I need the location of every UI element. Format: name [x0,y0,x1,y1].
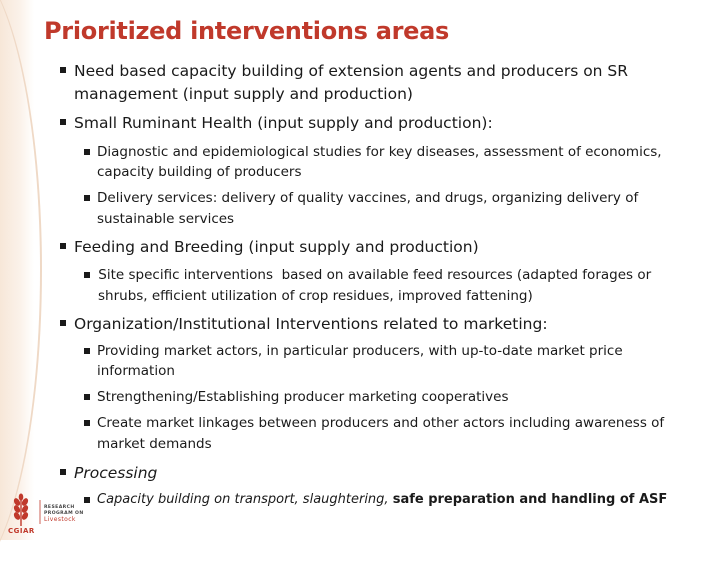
bullet-text: market demands [97,436,212,452]
bullet-marker [84,420,90,426]
bullet-marker [84,149,90,155]
bullet-text: Processing [74,464,158,482]
bullet-marker [60,469,66,475]
bullet-text: Organization/Institutional Interventions related to marketing: [74,315,548,333]
program-livestock: Livestock [44,516,76,523]
slide-title: Prioritized interventions areas [44,17,449,45]
bullet-marker [84,394,90,400]
bullet-marker [84,348,90,354]
bullet-text: capacity building of producers [97,164,302,180]
bullet-text: sustainable services [97,211,235,227]
bullet-text: Delivery services: delivery of quality vaccines, and drugs, organizing delivery of [97,190,639,206]
cgiar-label: CGIAR [8,527,35,535]
bullet-marker [84,195,90,201]
bullet-marker [84,272,90,278]
bullet-marker [60,67,66,73]
bullet-text: Feeding and Breeding (input supply and production) [74,238,479,256]
bullet-text: information [97,363,175,379]
bullet-text: Need based capacity building of extension agents and producers on SR [74,62,629,80]
bullet-text: Site specific interventions based on available feed resources (adapted forages or [94,267,652,283]
bullet-text: management (input supply and production) [74,85,413,103]
bullet-text-italic: Capacity building on transport, slaughtering, [97,492,393,507]
bullet-text: Small Ruminant Health (input supply and production): [74,114,493,132]
bullet-text: Providing market actors, in particular producers, with up-to-date market price [97,343,623,359]
bullet-marker [60,243,66,249]
bullet-text: shrubs, efficient utilization of crop residues, improved fattening) [98,288,533,304]
wheat-icon [13,494,28,526]
program-label [44,505,84,523]
bullet-marker [60,320,66,326]
program-line: PROGRAM ON [44,511,84,516]
bullet-marker [60,119,66,125]
bullet-text-bold: safe preparation and handling of ASF [392,492,668,507]
bullet-text-mixed [97,490,667,510]
program-line: RESEARCH [44,505,75,510]
bullet-text: Create market linkages between producers and other actors including awareness of [97,415,665,431]
bullet-text: Strengthening/Establishing producer marketing cooperatives [97,389,509,405]
bullet-text: Diagnostic and epidemiological studies for key diseases, assessment of economics, [97,144,662,160]
